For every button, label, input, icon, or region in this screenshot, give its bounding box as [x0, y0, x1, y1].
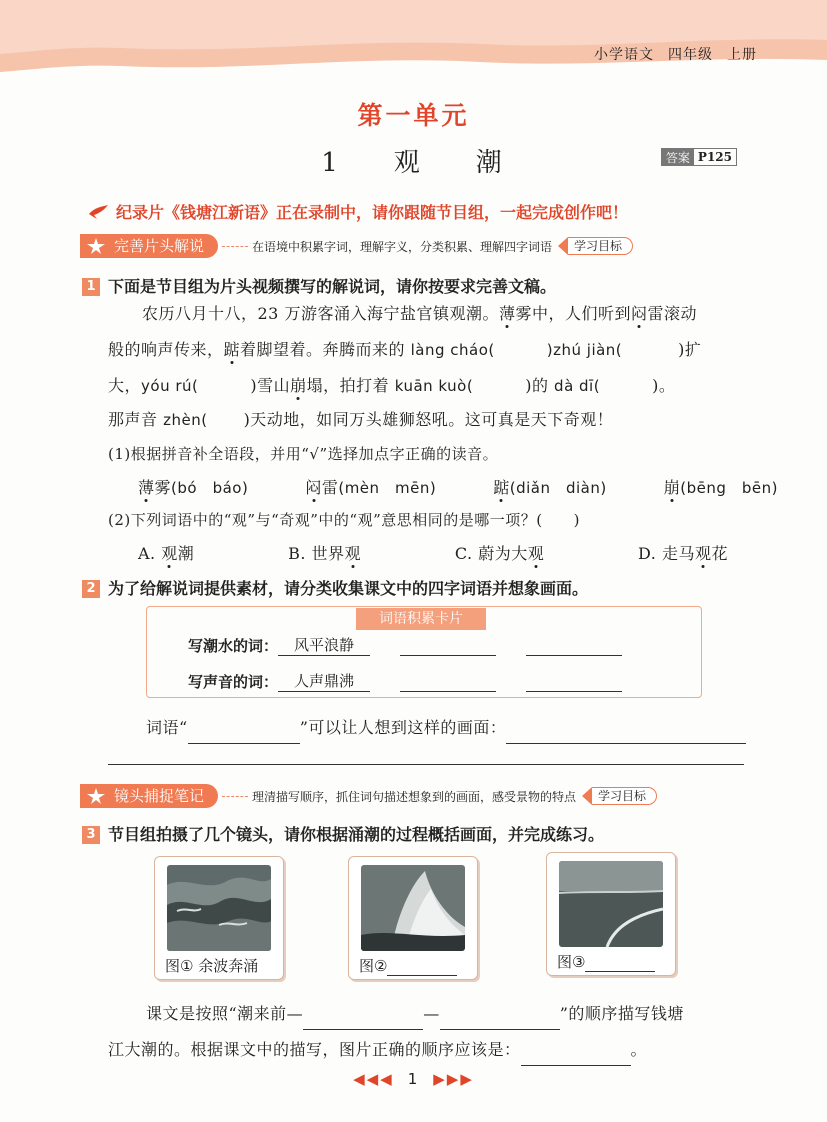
option-text: B. 世界 [288, 544, 345, 563]
arrow-right-icon: ▶▶▶ [433, 1070, 474, 1088]
reading-item-1 [138, 472, 248, 504]
q3-text: 课文是按照“潮来前— [146, 1004, 304, 1023]
reading-char: 踮 [493, 478, 510, 497]
q1-text: )雪山 [250, 376, 291, 395]
q1-dotted-char: 闷 [630, 304, 648, 323]
lesson-number: 1 [321, 148, 342, 178]
row1-blank-1[interactable] [400, 638, 496, 656]
section-1-goal-desc: 在语境中积累字词，理解字义，分类积累、理解四字词语 [252, 239, 553, 254]
reading-pinyin[interactable]: (mèn mēn) [338, 479, 437, 497]
reading-char: 雷 [321, 478, 339, 497]
q3-prompt-text: 节目组拍摄了几个镜头，请你根据涌潮的过程概括画面，并完成练习。 [108, 825, 605, 844]
q1-dotted-char: 薄 [498, 304, 516, 323]
q2-prompt-text: 为了给解说词提供素材，请分类收集课文中的四字词语并想象画面。 [108, 579, 589, 598]
option-dotted-char: 观 [161, 544, 178, 563]
q2-scene-blank[interactable] [506, 722, 746, 744]
answer-reference [661, 148, 737, 166]
photo-card-2 [348, 856, 478, 980]
row2-label: 写声音的词： [188, 673, 279, 691]
q1-text: )天动地，如同万头雄狮怒吼。这可真是天下奇观！ [243, 410, 614, 429]
q1-text: 雷滚动 [647, 304, 698, 323]
row1-blank-2[interactable] [526, 638, 622, 656]
q1-passage-line-1 [142, 298, 762, 330]
q2-imagine-text: 词语“ [146, 718, 188, 737]
caption-1: 图① 余波奔涌 [165, 957, 259, 975]
word-card-title: 词语积累卡片 [356, 608, 486, 630]
section-2-goal [582, 787, 657, 805]
section-2-pill [80, 784, 218, 808]
reading-pinyin[interactable]: (diǎn diàn) [509, 479, 607, 497]
q1-pinyin: kuān kuò( [394, 377, 474, 395]
q1-readings [138, 472, 778, 504]
caption-3-label: 图③ [557, 953, 586, 971]
section-2-header [80, 784, 657, 808]
tide-line-photo [559, 861, 663, 947]
section-2-goal-label: 学习目标 [592, 787, 657, 805]
page-footer [0, 1070, 827, 1088]
q2-imagine [146, 712, 746, 744]
q1-passage-line-3 [108, 370, 788, 402]
q1-pinyin: zhèn( [163, 411, 208, 429]
word-card-row-1 [188, 634, 622, 656]
bird-icon [88, 204, 110, 220]
page-number: 1 [407, 1070, 420, 1088]
q3-number: 3 [82, 826, 100, 844]
q3-text: 江大潮的。根据课文中的描写，图片正确的顺序应该是： [108, 1040, 521, 1059]
q1-pinyin: yóu rú( [141, 377, 199, 395]
q1-text: )。 [652, 376, 676, 395]
q2-prompt [82, 576, 588, 599]
section-1-title: 完善片头解说 [114, 237, 205, 255]
row2-blank-1[interactable] [400, 674, 496, 692]
q3-blank-1[interactable] [303, 1008, 423, 1030]
arrow-left-icon: ◀◀◀ [353, 1070, 394, 1088]
q1-dotted-char: 崩 [290, 376, 307, 395]
option-text: D. 走马 [638, 544, 695, 563]
header-band [0, 0, 827, 82]
section-2-title: 镜头捕捉笔记 [114, 787, 205, 805]
q1-passage-line-4 [108, 404, 768, 436]
caption-3 [557, 951, 655, 972]
option-dotted-char: 观 [527, 544, 545, 563]
q1-prompt-text: 下面是节目组为片头视频撰写的解说词，请你按要求完善文稿。 [108, 277, 557, 296]
q1-sub2: (2)下列词语中的“观”与“奇观”中的“观”意思相同的是哪一项？( ) [108, 511, 580, 529]
q1-text: )扩 [678, 340, 702, 359]
reading-pinyin[interactable]: (bēng bēn) [680, 479, 778, 497]
photo-card-1 [154, 856, 284, 980]
header-volume: 上册 [727, 47, 757, 63]
splash-photo [361, 865, 465, 951]
q3-blank-2[interactable] [440, 1008, 560, 1030]
option-c[interactable] [455, 538, 544, 570]
q1-text: 着脚望着。奔腾而来的 [240, 340, 411, 359]
section-2-goal-desc: 理清描写顺序，抓住词句描述想象到的画面，感受景物的特点 [252, 789, 577, 804]
q1-text: 雾中，人们听到 [515, 304, 631, 323]
reading-char: 薄 [138, 478, 155, 497]
q1-text: )的 [525, 376, 555, 395]
option-text: 潮 [177, 544, 195, 563]
option-a[interactable] [138, 538, 194, 570]
row2-blank-2[interactable] [526, 674, 622, 692]
caption-2-label: 图② [359, 957, 388, 975]
q3-sentence-1 [146, 998, 746, 1030]
reading-pinyin[interactable]: (bó báo) [171, 479, 249, 497]
header-grade: 四年级 [668, 47, 713, 63]
waves-photo [167, 865, 271, 951]
reading-item-3 [493, 472, 607, 504]
option-b[interactable] [288, 538, 361, 570]
q1-text: 那声音 [108, 410, 164, 429]
q2-scene-blank-line-2[interactable] [108, 764, 744, 765]
q1-number: 1 [82, 278, 100, 296]
option-dotted-char: 观 [694, 544, 712, 563]
reading-char: 闷 [305, 478, 322, 497]
section-1-pill [80, 234, 218, 258]
q1-dotted-char: 踮 [223, 340, 241, 359]
section-1-goal-label: 学习目标 [568, 237, 633, 255]
q1-options [138, 538, 728, 570]
intro-text: 纪录片《钱塘江新语》正在录制中，请你跟随节目组，一起完成创作吧！ [116, 203, 629, 222]
q1-passage-line-2 [108, 334, 768, 366]
lesson-char1: 观 [393, 148, 424, 178]
section-1-header [80, 234, 633, 258]
q1-text: 般的响声传来， [108, 340, 224, 359]
q3-prompt [82, 822, 604, 845]
row1-example: 风平浪静 [278, 634, 370, 656]
reading-char: 崩 [663, 478, 681, 497]
q2-imagine-text: ”可以让人想到这样的画面： [299, 718, 507, 737]
caption-2 [359, 955, 457, 976]
q3-text: 。 [630, 1040, 648, 1059]
q3-order-blank[interactable] [521, 1044, 631, 1066]
reading-item-4 [664, 472, 778, 504]
q3-sentence-2 [108, 1034, 748, 1066]
q1-text: 塌，拍打着 [306, 376, 395, 395]
caption-3-blank[interactable] [585, 956, 655, 972]
option-text: A. [138, 544, 162, 563]
option-text: C. 蔚为大 [454, 544, 528, 563]
lesson-char2: 潮 [475, 148, 506, 178]
word-card-row-2 [188, 670, 622, 692]
q1-prompt [82, 274, 556, 297]
q1-sub1: (1)根据拼音补全语段，并用“√”选择加点字正确的读音。 [108, 445, 499, 463]
reading-item-2 [305, 472, 436, 504]
q1-pinyin: làng cháo( [410, 341, 495, 359]
unit-title: 第一单元 [357, 101, 470, 130]
q1-pinyin: dà dī( [554, 377, 601, 395]
q3-text: — [423, 1004, 440, 1023]
answer-label: 答案 [662, 149, 694, 165]
row1-label: 写潮水的词： [188, 637, 279, 655]
caption-2-blank[interactable] [387, 960, 457, 976]
photo-card-3 [546, 852, 676, 976]
option-d[interactable] [638, 538, 728, 570]
intro-line [88, 200, 628, 223]
q1-text: 农历八月十八，23 万游客涌入海宁盐官镇观潮。 [142, 304, 499, 323]
header-subject: 小学语文 [594, 47, 654, 63]
star-burst-icon [86, 787, 106, 805]
option-dotted-char: 观 [344, 544, 362, 563]
answer-page: P125 [697, 150, 732, 164]
header-info [580, 44, 757, 64]
reading-char: 雾 [154, 478, 172, 497]
q1-pinyin: )zhú jiàn( [546, 341, 623, 359]
star-burst-icon [86, 237, 106, 255]
row2-example: 人声鼎沸 [278, 670, 370, 692]
q2-word-blank[interactable] [188, 722, 300, 744]
q1-text: 大， [108, 376, 142, 395]
option-text: 花 [711, 544, 728, 563]
q3-text: ”的顺序描写钱塘 [559, 1004, 684, 1023]
q2-number: 2 [82, 580, 100, 598]
section-1-goal [558, 237, 633, 255]
